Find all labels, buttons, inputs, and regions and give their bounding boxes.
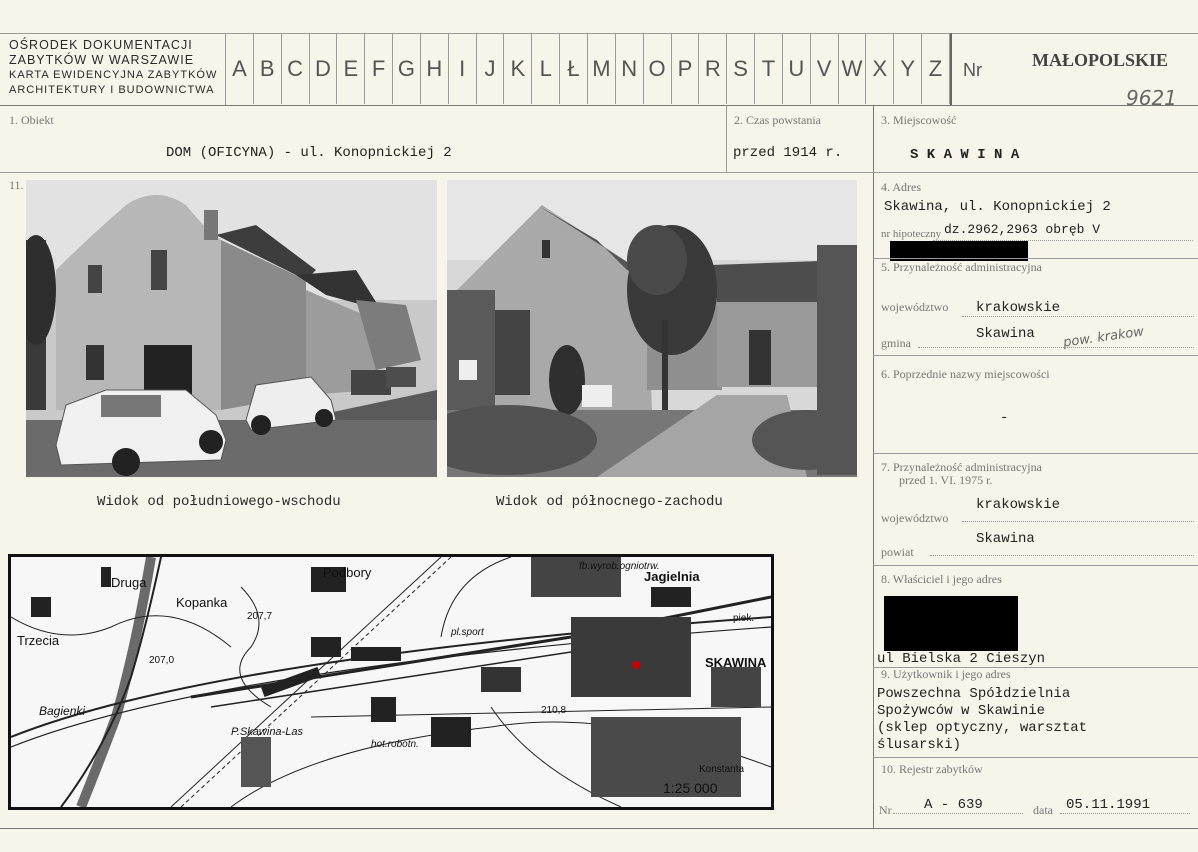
adres-value: Skawina, ul. Konopnickiej 2 [884,199,1111,215]
letter-cell: S [727,34,755,104]
miejscowosc-value: S K A W I N A [910,147,1020,163]
map-label-bagienki: Bagienki [39,704,86,718]
field-underline [962,521,1194,522]
wojewodztwo2-value: krakowskie [976,497,1061,513]
letter-cell: N [616,34,644,104]
letter-cell: M [588,34,616,104]
photo-southeast-image [26,180,437,477]
right-column-divider [873,105,874,828]
uzytkownik-line: (sklep optyczny, warsztat [877,720,1088,736]
miejscowosc-label: 3. Miejscowość [881,113,957,127]
przynaleznosc-label: 5. Przynależność administracyjna [881,260,1042,274]
photo-northwest-caption: Widok od północnego-zachodu [496,494,723,510]
uzytkownik-line: Spożywców w Skawinie [877,703,1046,719]
map-scale: 1:25 000 [663,780,718,796]
uzytkownik-value [877,686,1087,754]
field-underline [1060,813,1190,814]
photo-northwest [447,180,857,477]
letter-cell: L [532,34,560,104]
letter-cell: F [365,34,393,104]
wojewodztwo-label: województwo [881,300,949,314]
rejestr-data-label: data [1033,803,1053,817]
letter-cell: A [226,34,254,104]
location-map-image [11,557,771,807]
location-map [8,554,774,810]
field-underline [933,240,1193,241]
institution-line: ARCHITEKTURY I BUDOWNICTWA [9,84,215,96]
poprzednie-label: 6. Poprzednie nazwy miejscowości [881,367,1050,381]
obiekt-label: 1. Obiekt [9,113,54,127]
row1-bottom-rule [0,172,1198,173]
gmina-value: Skawina [976,326,1035,342]
map-label-druga: Druga [111,575,147,590]
czas-label: 2. Czas powstania [734,113,821,127]
letter-cell: Y [894,34,922,104]
field-underline [893,813,1023,814]
map-label-trzecia: Trzecia [17,633,60,648]
map-label-podbory: Podbory [323,565,372,580]
rejestr-nr-label: Nr [879,803,892,817]
powiat-value: Skawina [976,531,1035,547]
wlasciciel-label: 8. Właściciel i jego adres [881,572,1002,586]
map-label-elev2: 207,0 [149,655,175,666]
nr-label: Nr [963,60,982,80]
uzytkownik-line: ślusarski) [877,737,962,753]
field-rule [873,453,1198,454]
section-11-label: 11. [9,178,24,192]
wlasciciel-value: ul Bielska 2 Cieszyn [877,651,1046,667]
voivodeship-name: MAŁOPOLSKIE [1032,50,1169,70]
map-label-skawina: SKAWINA [705,655,767,670]
rejestr-nr-value: A - 639 [924,797,983,813]
field-rule [873,258,1198,259]
institution-name [9,38,219,98]
letter-cell: W [839,34,867,104]
letter-cell: G [393,34,421,104]
obiekt-value: DOM (OFICYNA) - ul. Konopnickiej 2 [166,145,452,161]
card-bottom-rule [0,828,1198,829]
map-label-piek: piek. [733,613,755,624]
photo-northwest-image [447,180,857,477]
hipoteczny-label: nr hipoteczny [881,228,942,240]
poprzednie-value: - [1000,410,1009,426]
adres-label: 4. Adres [881,180,921,194]
letter-cell: R [699,34,727,104]
institution-line: KARTA EWIDENCYJNA ZABYTKÓW [9,69,218,81]
uzytkownik-label: 9. Użytkownik i jego adres [881,667,1011,681]
letter-cell: V [811,34,839,104]
letter-cell: I [449,34,477,104]
field-rule [873,757,1198,758]
rejestr-label: 10. Rejestr zabytków [881,762,983,776]
letter-cell: K [504,34,532,104]
field-underline [930,555,1194,556]
letter-cell: B [254,34,282,104]
letter-cell: O [644,34,672,104]
letter-cell: X [866,34,894,104]
header-bottom-rule [0,105,1198,106]
czas-value: przed 1914 r. [733,145,843,161]
letter-cell: J [477,34,505,104]
row1-divider [726,105,727,172]
powiat-label: powiat [881,545,914,559]
map-label-kopanka: Kopanka [176,595,228,610]
letter-cell: P [672,34,700,104]
map-label-sport: pl.sport [451,627,484,638]
map-label-elev1: 207,7 [247,611,273,622]
map-label-fb: fb.wyrob.ogniotrw. [579,561,660,572]
gmina-note: pow. krakow [1062,324,1145,351]
letter-cell: D [310,34,338,104]
letter-cell: T [755,34,783,104]
letter-cell: E [337,34,365,104]
field-rule [873,355,1198,356]
field-underline [962,316,1194,317]
wojewodztwo-value: krakowskie [976,300,1061,316]
letter-cell: U [783,34,811,104]
przynaleznosc1975-label: 7. Przynależność administracyjna [881,460,1042,474]
field-rule [873,565,1198,566]
institution-line: ZABYTKÓW W WARSZAWIE [9,53,195,67]
map-label-hotel: hot.robotn. [371,739,419,750]
przynaleznosc1975-date: przed 1. VI. 1975 r. [899,473,993,487]
letter-cell: Z [922,34,950,104]
rejestr-data-value: 05.11.1991 [1066,797,1151,813]
letter-cell: C [282,34,310,104]
letter-cell: Ł [560,34,588,104]
gmina-label: gmina [881,336,911,350]
handwritten-number: 9621 [1126,86,1177,110]
letter-index [226,34,950,104]
map-label-station: P.Skawina-Las [231,726,303,738]
photo-southeast-caption: Widok od południowego-wschodu [97,494,341,510]
redaction-bar [884,596,1018,651]
hipoteczny-value: dz.2962,2963 obręb V [944,222,1101,237]
map-label-elev3: 210,8 [541,705,567,716]
uzytkownik-line: Powszechna Spółdzielnia [877,686,1071,702]
institution-line: OŚRODEK DOKUMENTACJI [9,38,193,52]
map-label-konstanta: Konstanta [699,764,745,775]
letter-cell: H [421,34,449,104]
field-underline [918,347,1194,348]
map-label-jagielnia: Jagielnia [644,569,700,584]
photo-southeast [26,180,437,477]
wojewodztwo2-label: województwo [881,511,949,525]
